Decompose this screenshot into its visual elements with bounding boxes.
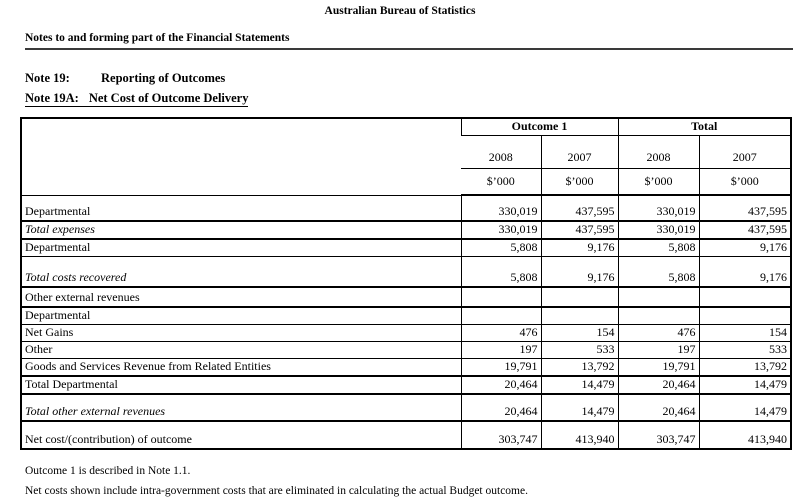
note-heading xyxy=(25,71,800,85)
value-cell: 13,792 xyxy=(541,359,618,377)
units-header: $’000 xyxy=(618,169,699,196)
value-cell: 413,940 xyxy=(699,421,791,449)
row-label: Departmental xyxy=(21,195,461,221)
note-title: Reporting of Outcomes xyxy=(101,71,225,85)
table-row xyxy=(21,394,791,421)
value-cell: 197 xyxy=(618,342,699,359)
row-label: Total Departmental xyxy=(21,376,461,394)
note-subheading xyxy=(25,91,800,107)
value-cell: 330,019 xyxy=(618,195,699,221)
value-cell: 303,747 xyxy=(618,421,699,449)
table-section-row xyxy=(21,287,791,307)
row-label: Net Gains xyxy=(21,325,461,342)
value-cell: 476 xyxy=(618,325,699,342)
year-header: 2008 xyxy=(618,136,699,169)
value-cell: 330,019 xyxy=(461,221,541,239)
value-cell: 437,595 xyxy=(541,195,618,221)
row-label: Total expenses xyxy=(21,221,461,239)
note-sub-title: Net Cost of Outcome Delivery xyxy=(89,91,249,105)
value-cell: 14,479 xyxy=(541,376,618,394)
table-section-row xyxy=(21,307,791,325)
row-label: Total costs recovered xyxy=(21,257,461,287)
value-cell xyxy=(618,287,699,307)
value-cell: 437,595 xyxy=(699,195,791,221)
value-cell: 20,464 xyxy=(461,394,541,421)
note-number: Note 19: xyxy=(25,71,101,85)
table-row xyxy=(21,376,791,394)
value-cell xyxy=(541,287,618,307)
column-group-total: Total xyxy=(618,118,791,136)
units-header: $’000 xyxy=(461,169,541,196)
document-subtitle-rule xyxy=(25,28,793,50)
section-label: Other external revenues xyxy=(21,287,461,307)
value-cell: 19,791 xyxy=(618,359,699,377)
table-row xyxy=(21,195,791,221)
page-title: Australian Bureau of Statistics xyxy=(0,0,800,18)
value-cell: 303,747 xyxy=(461,421,541,449)
value-cell: 20,464 xyxy=(461,376,541,394)
row-label: Goods and Services Revenue from Related Entities xyxy=(21,359,461,377)
value-cell: 330,019 xyxy=(461,195,541,221)
value-cell xyxy=(699,307,791,325)
value-cell: 5,808 xyxy=(618,239,699,257)
value-cell: 330,019 xyxy=(618,221,699,239)
value-cell: 20,464 xyxy=(618,376,699,394)
value-cell: 533 xyxy=(541,342,618,359)
units-header: $’000 xyxy=(699,169,791,196)
value-cell: 533 xyxy=(699,342,791,359)
footnote-line: Outcome 1 is described in Note 1.1. xyxy=(25,462,800,482)
value-cell: 154 xyxy=(699,325,791,342)
row-label: Departmental xyxy=(21,239,461,257)
column-group-outcome1: Outcome 1 xyxy=(461,118,618,136)
value-cell: 14,479 xyxy=(541,394,618,421)
year-header: 2008 xyxy=(461,136,541,169)
year-header: 2007 xyxy=(541,136,618,169)
value-cell xyxy=(618,307,699,325)
net-cost-of-outcome-table xyxy=(20,117,792,450)
document-subtitle: Notes to and forming part of the Financial Statements xyxy=(25,32,289,44)
value-cell: 5,808 xyxy=(461,257,541,287)
row-label: Total other external revenues xyxy=(21,394,461,421)
value-cell: 5,808 xyxy=(461,239,541,257)
value-cell: 154 xyxy=(541,325,618,342)
table-row xyxy=(21,421,791,449)
value-cell: 9,176 xyxy=(699,257,791,287)
value-cell: 13,792 xyxy=(699,359,791,377)
value-cell: 9,176 xyxy=(541,239,618,257)
value-cell: 437,595 xyxy=(541,221,618,239)
table-row xyxy=(21,342,791,359)
table-row xyxy=(21,325,791,342)
footnotes xyxy=(25,462,800,501)
note-sub-number: Note 19A: xyxy=(25,91,79,105)
value-cell: 413,940 xyxy=(541,421,618,449)
value-cell: 476 xyxy=(461,325,541,342)
value-cell: 5,808 xyxy=(618,257,699,287)
value-cell xyxy=(461,287,541,307)
table-row xyxy=(21,221,791,239)
value-cell: 19,791 xyxy=(461,359,541,377)
row-label: Net cost/(contribution) of outcome xyxy=(21,421,461,449)
value-cell: 9,176 xyxy=(541,257,618,287)
table-row xyxy=(21,359,791,377)
value-cell xyxy=(541,307,618,325)
value-cell: 20,464 xyxy=(618,394,699,421)
footnote-line: Net costs shown include intra-government costs that are eliminated in calculating the actual Budget outcome. xyxy=(25,482,800,501)
table-row xyxy=(21,239,791,257)
value-cell: 9,176 xyxy=(699,239,791,257)
table-row xyxy=(21,257,791,287)
section-label: Departmental xyxy=(21,307,461,325)
value-cell: 14,479 xyxy=(699,376,791,394)
value-cell xyxy=(461,307,541,325)
note-subheading-underlined xyxy=(25,91,248,107)
units-header: $’000 xyxy=(541,169,618,196)
value-cell: 197 xyxy=(461,342,541,359)
table-corner-cell xyxy=(21,118,461,195)
value-cell: 14,479 xyxy=(699,394,791,421)
row-label: Other xyxy=(21,342,461,359)
year-header: 2007 xyxy=(699,136,791,169)
value-cell: 437,595 xyxy=(699,221,791,239)
value-cell xyxy=(699,287,791,307)
